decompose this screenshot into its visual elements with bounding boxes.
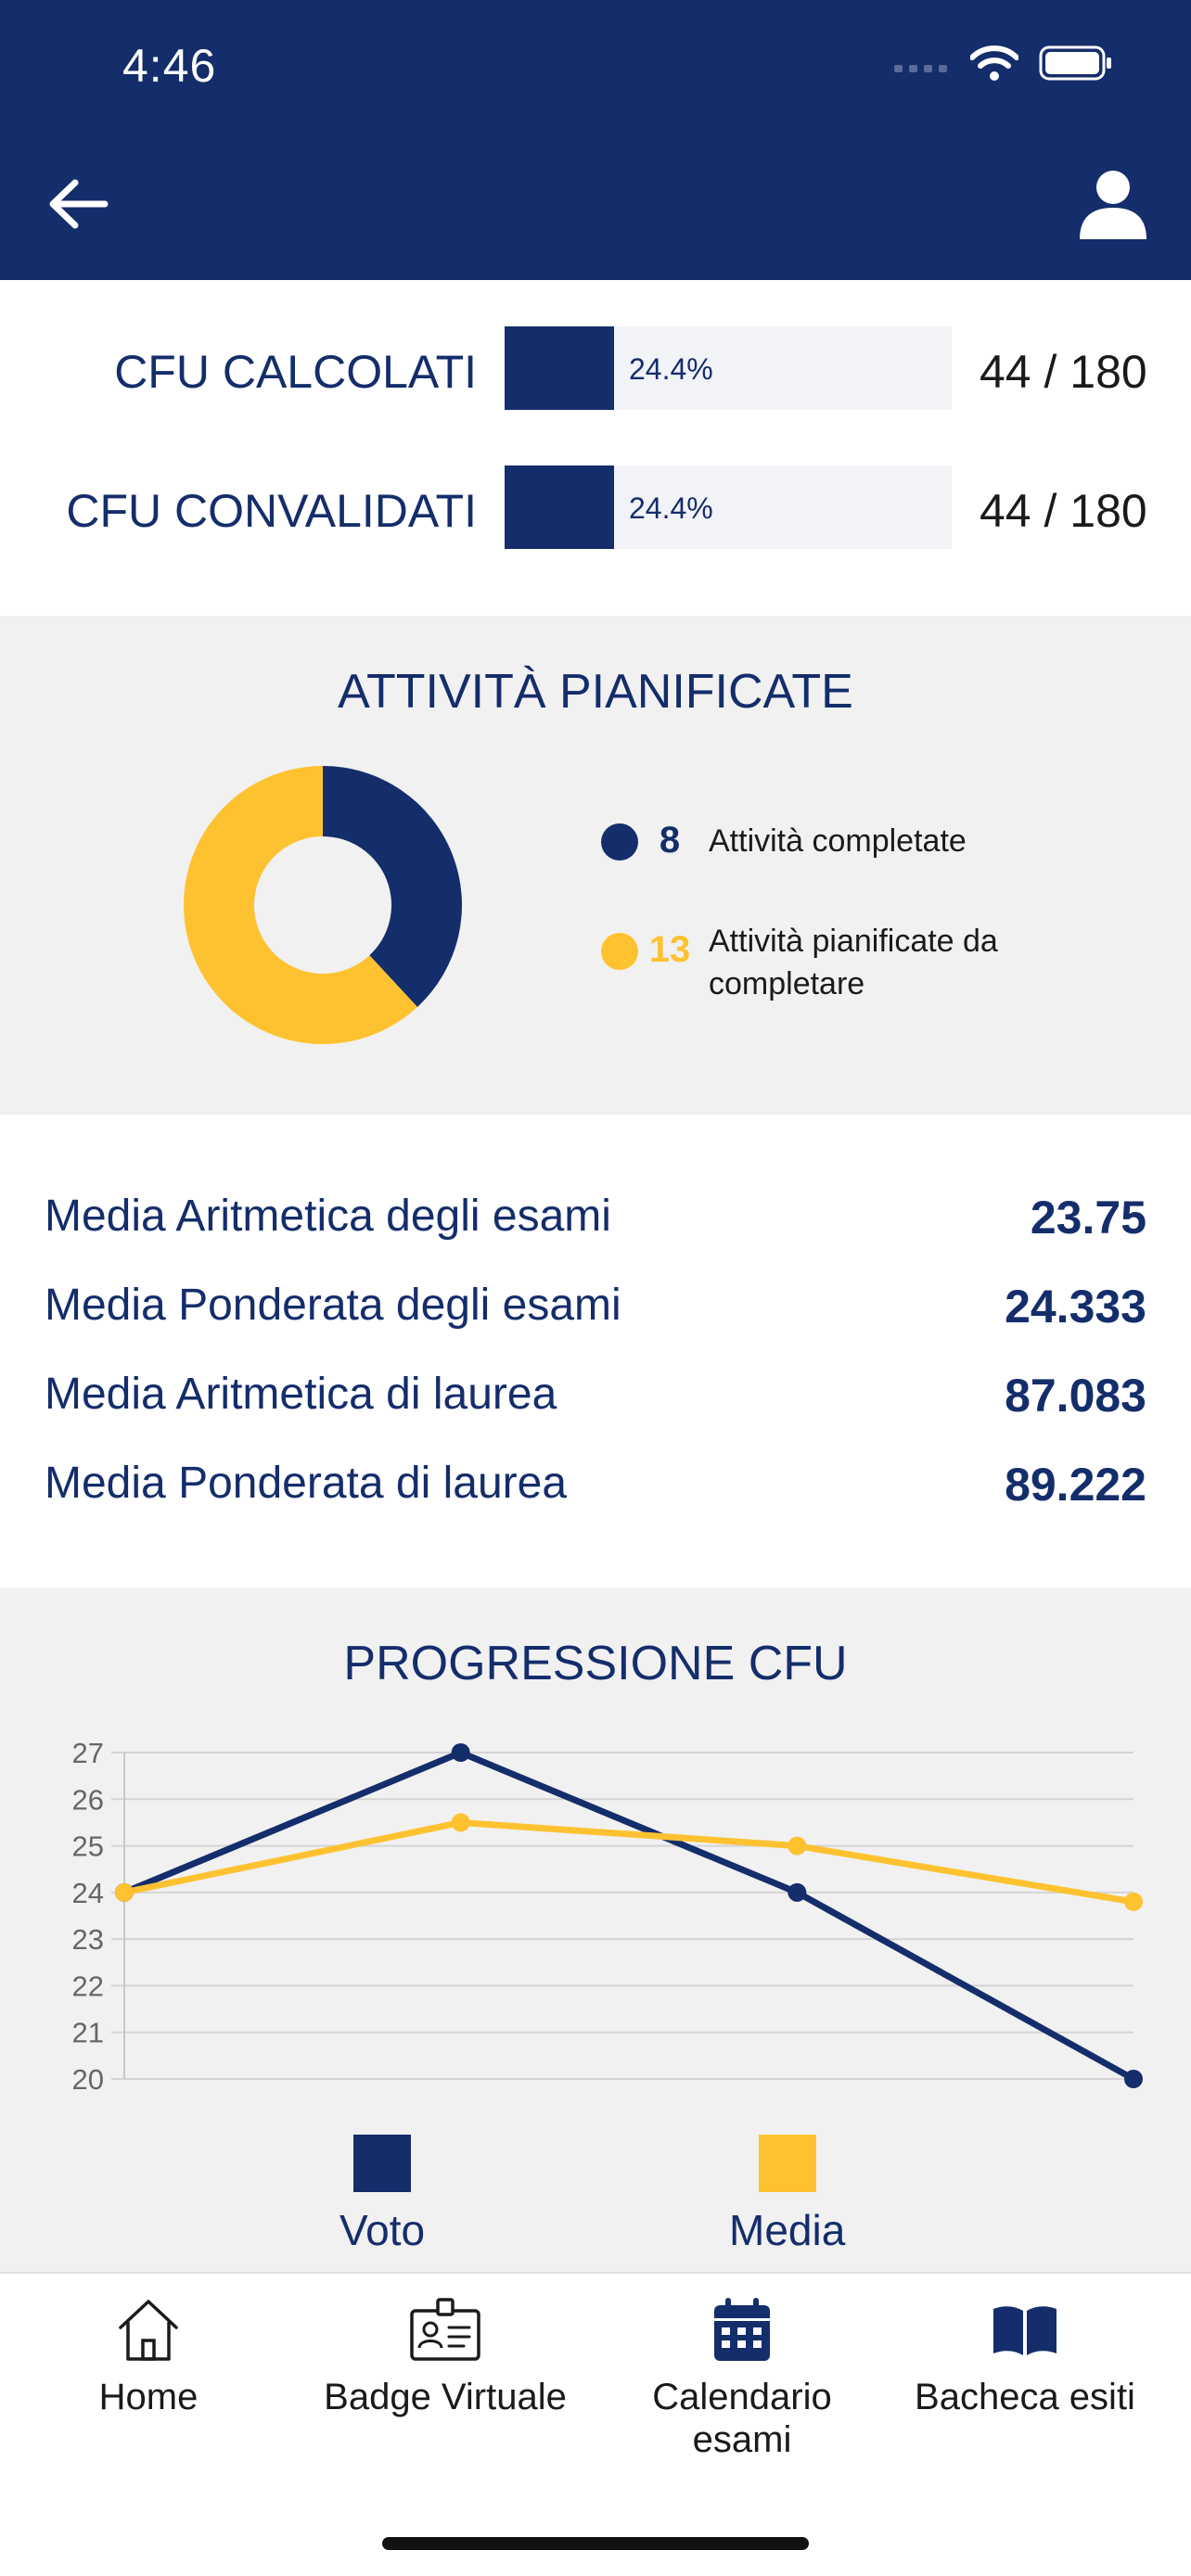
legend-item-media [729, 2135, 845, 2255]
tab-label-line2: esami [692, 2419, 792, 2460]
average-row [45, 1280, 1146, 1354]
profile-button[interactable] [1074, 165, 1152, 243]
average-value: 24.333 [1005, 1281, 1146, 1333]
y-tick-label: 21 [71, 2016, 104, 2049]
data-point-voto [1124, 2070, 1143, 2088]
y-tick-label: 22 [71, 1970, 104, 2003]
y-tick-label: 25 [71, 1830, 104, 1863]
planned-label-line2: completare [709, 966, 865, 1001]
cfu-progress-bar [505, 465, 952, 549]
cfu-progress-fill [505, 465, 614, 549]
data-point-media [1124, 1893, 1143, 1911]
tab-bar [0, 2272, 1191, 2576]
data-point-voto [788, 1883, 806, 1902]
status-icons [894, 45, 1113, 82]
legend-swatch-voto [353, 2135, 411, 2192]
home-icon [111, 2292, 186, 2366]
activities-title: ATTIVITÀ PIANIFICATE [338, 665, 853, 719]
legend-label-media: Media [729, 2206, 846, 2254]
average-label: Media Ponderata di laurea [45, 1459, 568, 1508]
wifi-icon [970, 45, 1018, 82]
y-tick-label: 27 [71, 1737, 104, 1769]
data-point-media [115, 1883, 134, 1902]
cfu-percent: 24.4% [629, 491, 713, 525]
app-header [0, 0, 1191, 280]
average-value: 87.083 [1005, 1370, 1146, 1422]
completed-count: 8 [659, 820, 681, 861]
cfu-progress-fill [505, 326, 614, 410]
legend-completed [601, 820, 967, 862]
planned-label-line1: Attività pianificate da [709, 924, 998, 959]
legend-item-voto [339, 2135, 425, 2255]
cfu-label: CFU CONVALIDATI [66, 485, 477, 537]
average-label: Media Aritmetica degli esami [45, 1192, 611, 1241]
cfu-progress-bar [505, 326, 952, 410]
user-icon [1078, 169, 1148, 239]
cfu-value: 44 / 180 [980, 346, 1147, 398]
tab-label: Bacheca esiti [915, 2377, 1135, 2417]
legend-swatch-media [759, 2135, 816, 2192]
cfu-percent: 24.4% [629, 352, 713, 386]
activities-section [0, 616, 1191, 1115]
chart-legend [0, 2135, 1191, 2264]
cfu-row-calcolati [0, 326, 1191, 410]
calendar-icon [705, 2292, 779, 2366]
badge-icon [408, 2292, 482, 2366]
status-time: 4:46 [122, 40, 217, 92]
series-line-voto [124, 1753, 1133, 2079]
tab-calendario-esami[interactable] [631, 2292, 853, 2461]
book-icon [988, 2292, 1062, 2366]
average-value: 23.75 [1030, 1192, 1146, 1243]
activities-donut-chart [184, 766, 462, 1044]
legend-dot-completed [601, 823, 638, 861]
progression-section [0, 1588, 1191, 2272]
planned-label [709, 920, 998, 1005]
average-row [45, 1191, 1146, 1265]
tab-bacheca-esiti[interactable] [890, 2292, 1159, 2418]
completed-label: Attività completate [709, 823, 967, 859]
average-value: 89.222 [1005, 1459, 1146, 1511]
home-indicator [382, 2537, 809, 2550]
data-point-media [788, 1837, 806, 1855]
y-tick-label: 23 [71, 1923, 104, 1957]
battery-icon [1039, 45, 1113, 82]
planned-count: 13 [648, 929, 691, 970]
data-point-media [452, 1813, 470, 1831]
arrow-left-icon [47, 177, 109, 231]
back-button[interactable] [41, 167, 115, 241]
tab-label: Badge Virtuale [324, 2377, 567, 2417]
legend-label-voto: Voto [339, 2206, 426, 2254]
cellular-signal-icon [894, 54, 950, 72]
cfu-value: 44 / 180 [980, 485, 1147, 537]
y-tick-label: 20 [71, 2063, 104, 2096]
average-row [45, 1369, 1146, 1443]
tab-badge-virtuale[interactable] [297, 2292, 594, 2418]
legend-planned [601, 920, 998, 1005]
cfu-label: CFU CALCOLATI [114, 346, 477, 398]
legend-dot-planned [601, 933, 638, 970]
series-line-media [124, 1822, 1133, 1901]
y-tick-label: 26 [71, 1783, 104, 1817]
cfu-row-convalidati [0, 465, 1191, 549]
tab-label [652, 2376, 831, 2461]
tab-label: Home [98, 2377, 198, 2417]
data-point-voto [452, 1743, 470, 1762]
progression-title: PROGRESSIONE CFU [343, 1637, 848, 1690]
average-row [45, 1458, 1146, 1532]
average-label: Media Ponderata degli esami [45, 1281, 621, 1330]
tab-home[interactable] [37, 2292, 260, 2418]
y-tick-label: 24 [71, 1876, 104, 1909]
average-label: Media Aritmetica di laurea [45, 1370, 557, 1419]
progression-line-chart [0, 1727, 1191, 2135]
tab-label-line1: Calendario [652, 2377, 832, 2417]
